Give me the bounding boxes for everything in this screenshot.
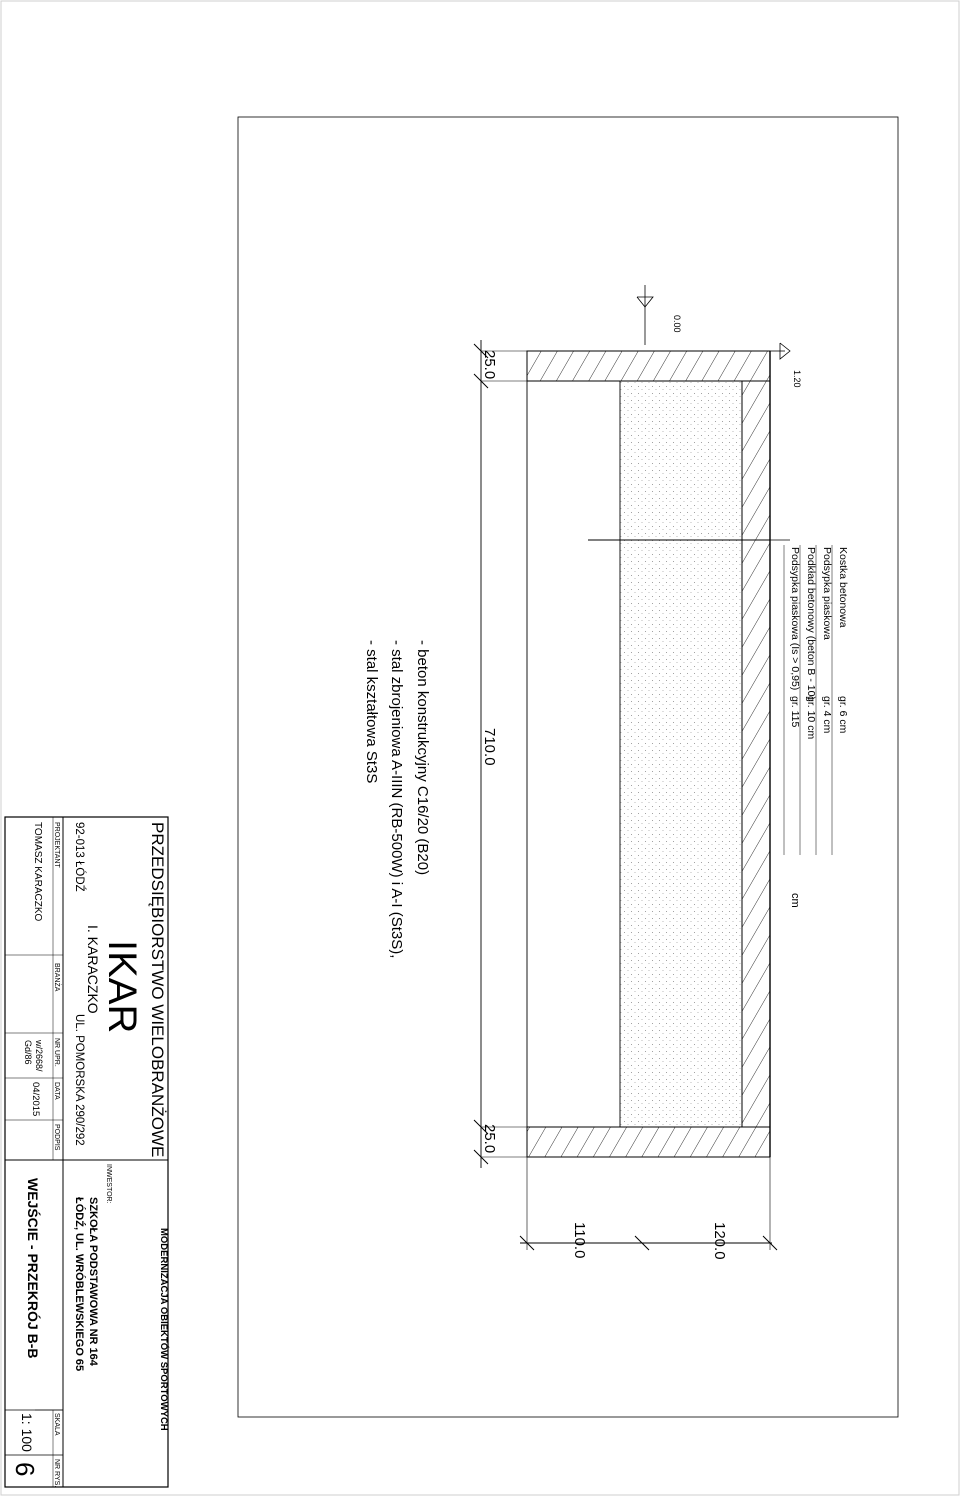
investor-label: INWESTOR: <box>105 1164 112 1204</box>
note-line-2: - stal zbrojeniowa A-IIIN (RB-500W) i A-I (St3S), <box>388 640 405 959</box>
floor-slab <box>742 381 770 1127</box>
layer-3-thickness: gr. 10 cm <box>805 696 817 740</box>
drawing-date: 04/2015 <box>30 1082 41 1117</box>
outer-border <box>1 1 959 1495</box>
layer-2-name: Podsypka piaskowa <box>821 547 833 640</box>
header-nr-upr: NR UPR. <box>53 1038 60 1067</box>
header-podpis: PODPIS <box>53 1124 60 1151</box>
layer-3-name: Podkład betonowy (beton B - 10) <box>805 547 817 700</box>
header-skala: SKALA <box>53 1413 60 1436</box>
investor-name: SZKOŁA PODSTAWOWA NR 164 <box>87 1197 99 1366</box>
right-wall-bottom <box>527 1127 770 1157</box>
inner-void-outline <box>527 381 620 1127</box>
unit-label: cm <box>789 893 801 908</box>
company-address: UL. POMORSKA 290/292 <box>73 1014 85 1146</box>
header-projektant: PROJEKTANT <box>53 822 60 868</box>
license-line-2: Gd/86 <box>23 1040 33 1065</box>
designer-name: TOMASZ KARACZKO <box>32 822 43 922</box>
note-line-3: - stal kształtowa St3S <box>363 640 380 784</box>
elevation-top-label: 1.20 <box>792 370 802 388</box>
dim-height-outer: 120.0 <box>711 1222 728 1260</box>
company-postcode: 92-013 ŁÓDŹ <box>73 822 85 892</box>
dim-height-inner: 110.0 <box>571 1222 588 1259</box>
elevation-zero-label: 0.00 <box>672 315 682 333</box>
layer-1-name: Kostka betonowa <box>837 547 849 628</box>
drawing-scale: 1: 100 <box>19 1413 35 1452</box>
header-branza: BRANŻA <box>53 963 60 992</box>
sheet-number: 6 <box>10 1462 40 1477</box>
title-block-frame <box>5 817 168 1487</box>
project-title: MODERNIZACJA OBIEKTÓW SPORTOWYCH <box>158 1228 169 1431</box>
layer-4-name: Podsypka piaskowa (Is > 0,95) <box>789 547 801 691</box>
dim-right-wall: 25.0 <box>481 1124 498 1154</box>
header-nr-rys: NR RYS. <box>53 1459 60 1488</box>
company-owner: I. KARACZKO <box>85 925 101 1014</box>
dim-span: 710.0 <box>481 728 498 766</box>
investor-address: ŁÓDŹ, UL. WRÓBLEWSKIEGO 65 <box>73 1197 85 1372</box>
company-name: PRZEDSIĘBIORSTWO WIELOBRANŻOWE <box>148 822 167 1158</box>
left-wall-top <box>527 351 770 381</box>
note-line-1: - beton konstrukcyjny C16/20 (B20) <box>414 640 431 876</box>
header-data: DATA <box>53 1082 60 1100</box>
sand-infill <box>620 381 742 1127</box>
layer-1-thickness: gr. 6 cm <box>837 696 849 734</box>
layer-4-thickness: gr. 115 <box>789 696 801 728</box>
drawing-title: WEJŚCIE - PRZEKRÓJ B-B <box>25 1178 41 1359</box>
license-line-1: w/2668/ <box>34 1040 44 1072</box>
company-brand: IKAR <box>100 940 144 1034</box>
section-drawing <box>474 285 832 1250</box>
drawing-frame <box>238 117 898 1417</box>
layer-2-thickness: gr. 4 cm <box>821 696 833 734</box>
dim-left-wall: 25.0 <box>481 350 498 380</box>
